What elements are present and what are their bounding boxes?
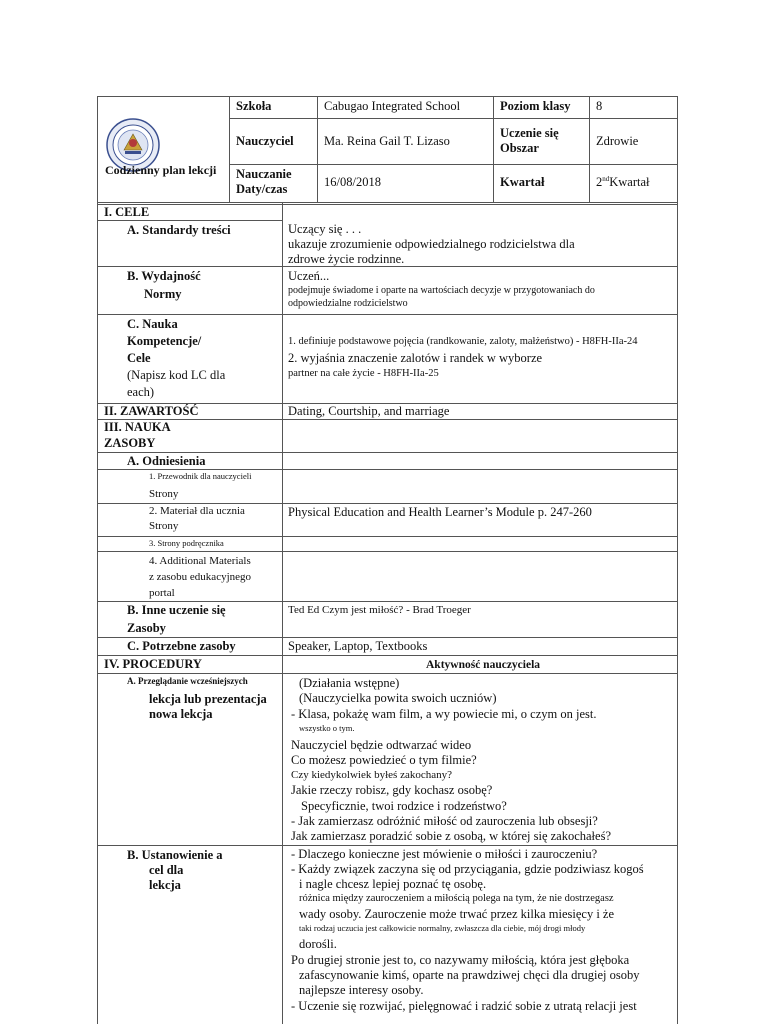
- purpose-line: - Każdy związek zaczyna się od przyciągania, gdzie podziwiasz kogoś: [291, 862, 644, 876]
- header-divider-4: [589, 96, 590, 202]
- purpose-line: najlepsze interesy osoby.: [299, 983, 424, 997]
- purpose-line: taki rodzaj uczucia jest całkowicie normalny, zwłaszcza dla ciebie, mój drogi młody: [299, 923, 586, 933]
- review-label: lekcja lub prezentacja: [149, 692, 267, 706]
- row-line: [97, 220, 283, 221]
- performance-standards-label: Normy: [144, 287, 182, 301]
- grade-label: Poziom klasy: [500, 99, 571, 113]
- review-line: (Działania wstępne): [299, 676, 400, 690]
- quarter-label: Kwartał: [500, 175, 545, 189]
- learner-material-label: Strony: [149, 520, 179, 532]
- row-line: [97, 314, 678, 315]
- purpose-line: Po drugiej stronie jest to, co nazywamy miłością, która jest głęboka: [291, 953, 630, 967]
- header-divider-2: [317, 96, 318, 202]
- purpose-label: cel dla: [149, 863, 184, 877]
- competencies-label: Cele: [127, 351, 151, 365]
- row-line: [97, 673, 678, 674]
- purpose-line: dorośli.: [299, 937, 337, 951]
- learner-material-label: 2. Materiał dla ucznia: [149, 505, 245, 517]
- purpose-line: - Uczenie się rozwijać, pielęgnować i radzić sobie z utratą relacji jest: [291, 999, 637, 1013]
- section-heading-content: II. ZAWARTOŚĆ: [104, 404, 199, 418]
- review-line: (Nauczycielka powita swoich uczniów): [299, 691, 497, 705]
- quarter-suffix: nd: [602, 174, 610, 183]
- competency-text: partner na całe życie - H8FH-IIa-25: [288, 368, 439, 379]
- review-line: Specyficznie, twoi rodzice i rodzeństwo?: [301, 799, 507, 813]
- review-line: Czy kiedykolwiek byłeś zakochany?: [291, 769, 452, 781]
- teacher-guide-label: 1. Przewodnik dla nauczycieli: [149, 471, 252, 481]
- additional-materials-label: z zasobu edukacyjnego: [149, 571, 252, 583]
- row-line: [97, 452, 678, 453]
- area-label: Uczenie się: [500, 126, 559, 140]
- review-line: - Jak zamierzasz odróżnić miłość od zauroczenia lub obsesji?: [291, 814, 598, 828]
- additional-materials-label: portal: [149, 587, 175, 599]
- purpose-label: lekcja: [149, 878, 181, 892]
- competencies-label: (Napisz kod LC dla: [127, 368, 226, 382]
- row-line: [97, 601, 678, 602]
- row-line: [97, 503, 678, 504]
- date-label: Daty/czas: [236, 182, 288, 196]
- performance-standards-label: B. Wydajność: [127, 269, 201, 283]
- other-resources-label: Zasoby: [127, 621, 166, 635]
- content-standards-text: ukazuje zrozumienie odpowiedzialnego rodzicielstwa dla: [288, 237, 575, 251]
- row-line: [97, 419, 678, 420]
- content-value: Dating, Courtship, and marriage: [288, 404, 450, 418]
- row-line: [97, 637, 678, 638]
- date-label: Nauczanie: [236, 167, 292, 181]
- learner-material-value: Physical Education and Health Learner’s Module p. 247-260: [288, 505, 592, 519]
- performance-standards-text: Uczeń...: [288, 269, 330, 283]
- quarter-number: 2: [596, 175, 603, 189]
- school-label: Szkoła: [236, 99, 272, 113]
- competency-text: 1. definiuje podstawowe pojęcia (randkowanie, zaloty, małżeństwo) - H8FH-IIa-24: [288, 336, 638, 347]
- other-resources-label: B. Inne uczenie się: [127, 603, 226, 617]
- area-value: Zdrowie: [596, 134, 639, 148]
- content-standards-label: A. Standardy treści: [127, 223, 231, 237]
- area-label: Obszar: [500, 141, 539, 155]
- review-line: Co możesz powiedzieć o tym filmie?: [291, 753, 477, 767]
- section-heading-cele: I. CELE: [104, 205, 150, 219]
- header-bottom-line-2: [97, 204, 678, 205]
- competencies-label: C. Nauka: [127, 317, 178, 331]
- review-line: wszystko o tym.: [299, 723, 355, 733]
- purpose-line: zafascynowanie kimś, oparte na prawdziwej chęci dla drugiej osoby: [299, 968, 640, 982]
- row-line: [97, 845, 678, 846]
- content-standards-text: zdrowe życie rodzinne.: [288, 252, 405, 266]
- review-label: nowa lekcja: [149, 707, 213, 721]
- other-resources-value: Ted Ed Czym jest miłość? - Brad Troeger: [288, 604, 471, 616]
- table-border-top: [97, 96, 678, 97]
- references-label: A. Odniesienia: [127, 454, 206, 468]
- purpose-line: i nagle chcesz lepiej poznać tę osobę.: [299, 877, 487, 891]
- table-border-left: [97, 96, 98, 1024]
- purpose-label: B. Ustanowienie a: [127, 848, 223, 862]
- review-line: - Klasa, pokażę wam film, a wy powiecie mi, o czym on jest.: [291, 707, 597, 721]
- row-line: [97, 551, 678, 552]
- performance-standards-text: podejmuje świadome i oparte na wartościach decyzje w przygotowaniach do: [288, 285, 595, 296]
- teacher-activity-header: Aktywność nauczyciela: [426, 659, 541, 671]
- row-line: [97, 469, 678, 470]
- needed-resources-label: C. Potrzebne zasoby: [127, 639, 236, 653]
- teacher-label: Nauczyciel: [236, 134, 294, 148]
- column-divider-main: [282, 203, 283, 1024]
- header-divider-1: [229, 96, 230, 202]
- review-line: Nauczyciel będzie odtwarzać wideo: [291, 738, 472, 752]
- performance-standards-text: odpowiedzialne rodzicielstwo: [288, 298, 408, 309]
- content-standards-text: Uczący się . . .: [288, 222, 362, 236]
- teacher-value: Ma. Reina Gail T. Lizaso: [324, 134, 450, 148]
- header-divider-3: [493, 96, 494, 202]
- competencies-label: each): [127, 385, 155, 399]
- row-line: [97, 536, 678, 537]
- section-heading-procedures: IV. PROCEDURY: [104, 657, 202, 671]
- competency-text: 2. wyjaśnia znaczenie zalotów i randek w wyborze: [288, 351, 543, 365]
- purpose-line: różnica między zauroczeniem a miłością polega na tym, że nie dostrzegasz: [299, 893, 614, 904]
- header-row-line-1: [229, 118, 678, 119]
- review-line: Jakie rzeczy robisz, gdy kochasz osobę?: [291, 783, 493, 797]
- needed-resources-value: Speaker, Laptop, Textbooks: [288, 639, 428, 653]
- quarter-word: Kwartał: [609, 175, 650, 189]
- section-heading-resources: III. NAUKA: [104, 420, 171, 434]
- grade-value: 8: [596, 99, 603, 113]
- additional-materials-label: 4. Additional Materials: [149, 555, 251, 567]
- quarter-value: [596, 175, 650, 190]
- review-line: Jak zamierzasz poradzić sobie z osobą, w której się zakochałeś?: [291, 829, 611, 843]
- header-bottom-line: [97, 202, 678, 203]
- purpose-line: wady osoby. Zauroczenie może trwać przez kilka miesięcy i że: [299, 907, 615, 921]
- textbook-pages-label: 3. Strony podręcznika: [149, 538, 224, 548]
- review-label: A. Przeglądanie wcześniejszych: [127, 676, 248, 686]
- lesson-plan-title: Codzienny plan lekcji: [105, 163, 217, 177]
- row-line: [97, 655, 678, 656]
- competencies-label: Kompetencje/: [127, 334, 202, 348]
- header-row-line-2: [229, 164, 678, 165]
- school-value: Cabugao Integrated School: [324, 99, 461, 113]
- section-heading-resources: ZASOBY: [104, 436, 156, 450]
- teacher-guide-label: Strony: [149, 488, 179, 500]
- table-border-right: [677, 96, 678, 1024]
- date-value: 16/08/2018: [324, 175, 381, 189]
- purpose-line: - Dlaczego konieczne jest mówienie o miłości i zauroczeniu?: [291, 847, 598, 861]
